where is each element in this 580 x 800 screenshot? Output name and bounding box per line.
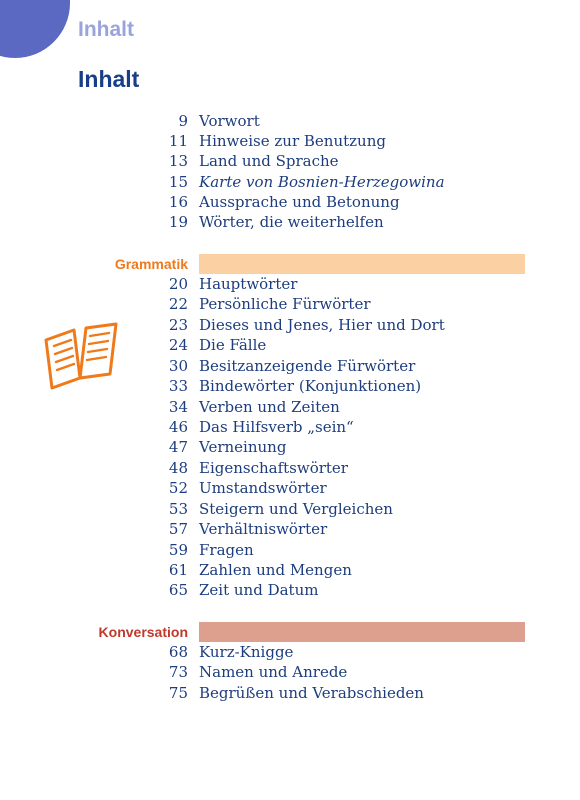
toc-entry-title: Das Hilfsverb „sein“ bbox=[199, 418, 354, 436]
toc-page-number: 13 bbox=[168, 152, 188, 170]
running-head: Inhalt bbox=[78, 18, 134, 41]
toc-entry[interactable] bbox=[0, 111, 580, 131]
toc-page-number: 9 bbox=[178, 112, 188, 130]
toc-entry[interactable] bbox=[0, 356, 580, 376]
toc-page-number: 20 bbox=[168, 275, 188, 293]
toc-entry-title: Zahlen und Mengen bbox=[199, 561, 352, 579]
section-label-konversation: Konversation bbox=[98, 624, 188, 640]
toc-page-number: 30 bbox=[168, 357, 188, 375]
toc-page-number: 52 bbox=[168, 479, 188, 497]
toc-entry-title: Aussprache und Betonung bbox=[199, 193, 400, 211]
toc-page-number: 53 bbox=[168, 500, 188, 518]
toc-entry[interactable] bbox=[0, 151, 580, 171]
toc-entry[interactable] bbox=[0, 274, 580, 294]
section-bar-konversation bbox=[199, 622, 525, 642]
toc-entry-title: Wörter, die weiterhelfen bbox=[199, 213, 384, 231]
toc-page-number: 57 bbox=[168, 520, 188, 538]
toc-entry[interactable] bbox=[0, 131, 580, 151]
toc-entry-title: Karte von Bosnien-Herzegowina bbox=[199, 173, 445, 191]
toc-entry[interactable] bbox=[0, 683, 580, 703]
toc-entry[interactable] bbox=[0, 642, 580, 662]
toc-entry-title: Kurz-Knigge bbox=[199, 643, 294, 661]
toc-entry[interactable] bbox=[0, 560, 580, 580]
toc-entry-title: Zeit und Datum bbox=[199, 581, 319, 599]
section-label-grammatik: Grammatik bbox=[114, 256, 188, 272]
toc-page-number: 33 bbox=[168, 377, 188, 395]
toc-entry-title: Eigenschaftswörter bbox=[199, 459, 348, 477]
toc-entry[interactable] bbox=[0, 315, 580, 335]
toc-entry-title: Namen und Anrede bbox=[199, 663, 348, 681]
toc-entry-title: Begrüßen und Verabschieden bbox=[199, 684, 424, 702]
toc-entry[interactable] bbox=[0, 335, 580, 355]
toc-page-number: 15 bbox=[168, 173, 188, 191]
toc-entry[interactable] bbox=[0, 376, 580, 396]
toc-page-number: 34 bbox=[168, 398, 188, 416]
toc-entry[interactable] bbox=[0, 294, 580, 314]
toc-page-number: 16 bbox=[168, 193, 188, 211]
toc-page-number: 22 bbox=[168, 295, 188, 313]
toc-entry-title: Bindewörter (Konjunktionen) bbox=[199, 377, 422, 395]
toc-entry-title: Verneinung bbox=[199, 438, 287, 456]
toc-entry[interactable] bbox=[0, 478, 580, 498]
toc-page-number: 24 bbox=[168, 336, 188, 354]
toc-entry[interactable] bbox=[0, 397, 580, 417]
toc-entry[interactable] bbox=[0, 540, 580, 560]
toc-entry[interactable] bbox=[0, 192, 580, 212]
toc-entry-title: Steigern und Vergleichen bbox=[199, 500, 393, 518]
toc-entry-title: Dieses und Jenes, Hier und Dort bbox=[199, 316, 445, 334]
toc-entry-title: Besitzanzeigende Fürwörter bbox=[199, 357, 416, 375]
toc-entry-title: Vorwort bbox=[199, 112, 260, 130]
toc-entry[interactable] bbox=[0, 580, 580, 600]
toc-entry-title: Verhältniswörter bbox=[199, 520, 328, 538]
toc-page-number: 46 bbox=[168, 418, 188, 436]
toc-entry[interactable] bbox=[0, 417, 580, 437]
toc-page-number: 68 bbox=[168, 643, 188, 661]
section-bar-grammatik bbox=[199, 254, 525, 274]
toc-entry[interactable] bbox=[0, 662, 580, 682]
toc-entry[interactable] bbox=[0, 212, 580, 232]
toc-entry[interactable] bbox=[0, 437, 580, 457]
toc-page-number: 48 bbox=[168, 459, 188, 477]
toc-entry-title: Persönliche Fürwörter bbox=[199, 295, 371, 313]
toc-page-number: 47 bbox=[168, 438, 188, 456]
toc-entry[interactable] bbox=[0, 172, 580, 192]
toc-entry-title: Umstandswörter bbox=[199, 479, 327, 497]
toc-page-number: 23 bbox=[168, 316, 188, 334]
toc-entry[interactable] bbox=[0, 458, 580, 478]
toc-entry-title: Land und Sprache bbox=[199, 152, 339, 170]
toc-page-number: 59 bbox=[168, 541, 188, 559]
page-title: Inhalt bbox=[78, 66, 140, 92]
toc-entry-title: Hauptwörter bbox=[199, 275, 298, 293]
toc-entry-title: Verben und Zeiten bbox=[199, 398, 340, 416]
toc-entry-title: Die Fälle bbox=[199, 336, 267, 354]
toc-entry-title: Hinweise zur Benutzung bbox=[199, 132, 386, 150]
toc-page-number: 65 bbox=[168, 581, 188, 599]
toc-page-number: 11 bbox=[168, 132, 188, 150]
toc-entry-title: Fragen bbox=[199, 541, 254, 559]
corner-decoration bbox=[0, 0, 70, 58]
toc-page-number: 75 bbox=[168, 684, 188, 702]
toc-page-number: 19 bbox=[168, 213, 188, 231]
toc-entry[interactable] bbox=[0, 519, 580, 539]
toc-page-number: 73 bbox=[168, 663, 188, 681]
toc-page-number: 61 bbox=[168, 561, 188, 579]
toc-entry[interactable] bbox=[0, 499, 580, 519]
